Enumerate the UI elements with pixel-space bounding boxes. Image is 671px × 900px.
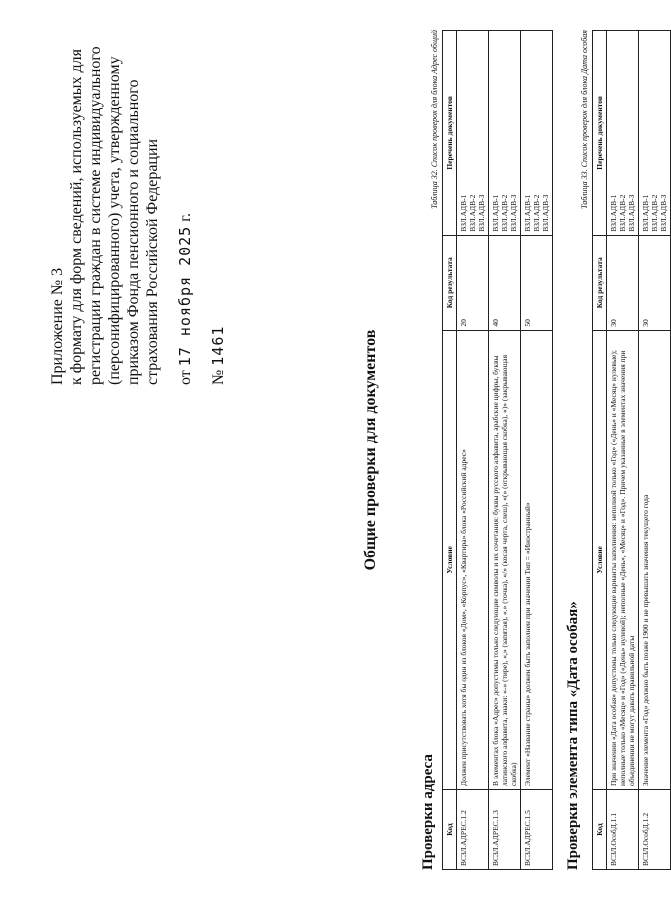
table-row <box>639 31 671 870</box>
special-date-checks-table <box>592 30 671 870</box>
document-item: ВЗЛ.АДВ-1 <box>459 194 468 232</box>
table-row <box>457 31 489 870</box>
main-title: Общие проверки для документов <box>362 329 379 571</box>
row-result-code: 50 <box>521 235 553 330</box>
appendix-line: (персонифицированного) учета, утвержденному <box>106 56 123 385</box>
document-item: ВЗЛ.АДВ-3 <box>509 194 518 232</box>
row-documents <box>457 31 489 236</box>
header-result-code: Код результата <box>593 235 607 330</box>
row-condition: Элемент «Название страны» должен быть заполнен при значении Тип = «Иностранный» <box>521 330 553 789</box>
row-result-code: 40 <box>489 235 521 330</box>
appendix-line: к формату для форм сведений, используемых для <box>68 48 85 385</box>
document-item: ВЗЛ.АДВ-1 <box>491 194 500 232</box>
section-title-address: Проверки адреса <box>420 754 436 870</box>
row-documents <box>521 31 553 236</box>
row-documents <box>607 31 639 236</box>
section-title-special-date: Проверки элемента типа «Дата особая» <box>565 601 581 870</box>
header-documents: Перечень документов <box>443 31 457 236</box>
appendix-header <box>48 15 228 385</box>
document-item: ВЗЛ.АДВ-1 <box>523 194 532 232</box>
table-row <box>489 31 521 870</box>
date-suffix: г. <box>177 213 194 222</box>
row-result-code: 30 <box>639 235 671 330</box>
row-condition: Значение элемента «Год» должно быть позже 1900 и не превышать значения текущего года <box>639 330 671 789</box>
document-item: ВЗЛ.АДВ-3 <box>627 194 636 232</box>
number-prefix: № <box>210 369 227 385</box>
document-item: ВЗЛ.АДВ-1 <box>641 194 650 232</box>
document-item: ВЗЛ.АДВ-3 <box>541 194 550 232</box>
table-caption-special-date: Таблица 33. Список проверок для блока Дата особая <box>580 30 589 209</box>
row-code: ВСЗЛ.АДРЕС.1.3 <box>489 790 521 870</box>
row-condition: В элементах блока «Адрес» допустимы только следующие символы и их сочетания: буквы русского алфавита, арабские цифры, буквы латинского алфавита, знаки: «-» (тире), «,» (запятая), «.» (точка), «/» (косая черта, слеш), «(» (открывающая скобка), «)» (закрывающая скобка) <box>489 330 521 789</box>
document-item: ВЗЛ.АДВ-1 <box>609 194 618 232</box>
appendix-line: Приложение № 3 <box>49 267 66 385</box>
number-value: 1461 <box>209 325 227 366</box>
row-code: ВСЗЛ.АДРЕС.1.5 <box>521 790 553 870</box>
document-item: ВЗЛ.АДВ-2 <box>468 194 477 232</box>
document-item: ВЗЛ.АДВ-2 <box>650 194 659 232</box>
row-condition: Должен присутствовать хотя бы один из блоков «Дом», «Корпус», «Квартира» блока «Российский адрес» <box>457 330 489 789</box>
header-documents: Перечень документов <box>593 31 607 236</box>
header-code: Код <box>593 790 607 870</box>
row-documents <box>639 31 671 236</box>
table-caption-address: Таблица 32. Список проверок для блока Адрес общий <box>430 30 439 209</box>
row-code: ВСЗЛ.ОсобД.1.1 <box>607 790 639 870</box>
appendix-line: регистрации граждан в системе индивидуального <box>87 46 104 385</box>
row-result-code: 20 <box>457 235 489 330</box>
table-row <box>521 31 553 870</box>
order-date <box>176 15 195 385</box>
appendix-line: страхования Российской Федерации <box>144 138 161 385</box>
document-item: ВЗЛ.АДВ-2 <box>500 194 509 232</box>
appendix-line: приказом Фонда пенсионного и социального <box>125 79 142 385</box>
row-code: ВСЗЛ.ОсобД.1.2 <box>639 790 671 870</box>
table-row <box>607 31 639 870</box>
row-result-code: 30 <box>607 235 639 330</box>
document-item: ВЗЛ.АДВ-2 <box>618 194 627 232</box>
document-item: ВЗЛ.АДВ-2 <box>532 194 541 232</box>
row-documents <box>489 31 521 236</box>
header-condition: Условие <box>443 330 457 789</box>
address-checks-table <box>442 30 553 870</box>
header-code: Код <box>443 790 457 870</box>
header-condition: Условие <box>593 330 607 789</box>
order-number <box>209 15 228 385</box>
table-header-row <box>593 31 607 870</box>
table-header-row <box>443 31 457 870</box>
header-result-code: Код результата <box>443 235 457 330</box>
row-condition: При значении «Дата особая» допустимы только следующие варианты заполнения: неполной только «Год» («День» и «Месяц» нулевые); неполные только «Месяц» и «Год» («День» нулевой); неполные «День», «Месяц» и «Год». Причем указанные в элементах значения при объединении не могут давать правильной даты <box>607 330 639 789</box>
date-prefix: от <box>177 370 194 385</box>
document-item: ВЗЛ.АДВ-3 <box>477 194 486 232</box>
row-code: ВСЗЛ.АДРЕС.1.2 <box>457 790 489 870</box>
document-item: ВЗЛ.АДВ-3 <box>659 194 668 232</box>
date-value: 17 ноября 2025 <box>176 225 194 367</box>
